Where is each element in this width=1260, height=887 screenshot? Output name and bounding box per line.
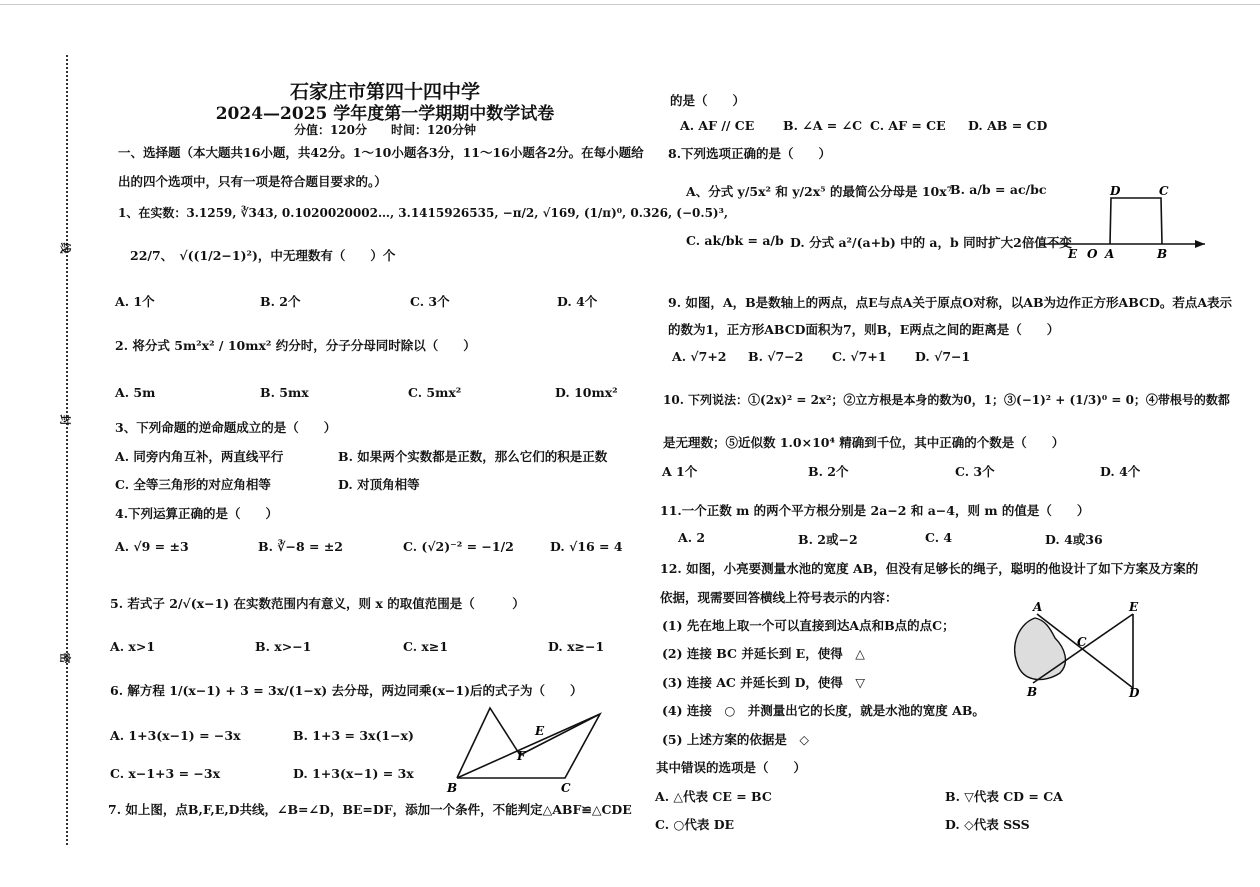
q10-option-c[interactable]: C. 3个 [955,464,995,479]
section-instructions: 一、选择题（本大题共16小题，共42分。1～10小题各3分，11～16小题各2分。在每小题给 [118,145,644,160]
q9-option-b[interactable]: B. √7−2 [748,349,804,364]
q1-option-a[interactable]: A. 1个 [115,294,155,309]
exam-title: 2024—2025 学年度第一学期期中数学试卷 [215,104,555,124]
q6-label-b: B [447,781,458,795]
question-11: 11.一个正数 m 的两个平方根分别是 2a−2 和 a−4，则 m 的值是（ ） [660,503,1090,518]
q8-option-d[interactable]: D. 分式 a²/(a+b) 中的 a，b 同时扩大2倍值不变 [790,235,1072,250]
q6-triangle-figure [445,700,610,795]
q6-option-d[interactable]: D. 1+3(x−1) = 3x [293,766,414,781]
q6-label-e: E [535,724,545,738]
q6-option-a[interactable]: A. 1+3(x−1) = −3x [110,728,241,743]
q3-option-c[interactable]: C. 全等三角形的对应角相等 [115,477,271,492]
q11-option-d[interactable]: D. 4或36 [1045,532,1103,547]
page-top-edge [0,0,1260,5]
question-6: 6. 解方程 1/(x−1) + 3 = 3x/(1−x) 去分母，两边同乘(x−1)后的式子为（ ） [110,683,583,698]
question-5: 5. 若式子 2/√(x−1) 在实数范围内有意义，则 x 的取值范围是（ ） [110,596,525,611]
pond-label-c: C [1077,635,1087,649]
q2-option-a[interactable]: A. 5m [115,385,156,400]
pond-label-b: B [1027,685,1038,698]
binding-line [66,55,68,845]
q12-step-2: (2) 连接 BC 并延长到 E，使得 △ [662,646,865,661]
q9-option-a[interactable]: A. √7+2 [672,349,727,364]
q3-option-a[interactable]: A. 同旁内角互补，两直线平行 [115,449,284,464]
q6-label-f: F [517,749,526,763]
question-12: 12. 如图，小亮要测量水池的宽度 AB，但没有足够长的绳子，聪明的他设计了如下方案及方案的 [660,561,1199,576]
label-d: D [1110,184,1121,198]
binding-mark: 线 [58,242,72,254]
question-8: 8.下列选项正确的是（ ） [668,146,832,161]
q12-option-c[interactable]: C. ○代表 DE [655,817,735,832]
q12-option-b[interactable]: B. ▽代表 CD = CA [945,789,1063,804]
q10-option-a[interactable]: A 1个 [662,464,698,479]
q9-number-line-square-figure [1035,180,1210,265]
q3-option-b[interactable]: B. 如果两个实数都是正数，那么它们的积是正数 [338,449,608,464]
question-9: 9. 如图，A，B是数轴上的两点，点E与点A关于原点O对称，以AB为边作正方形ABCD。若点A表示 [668,295,1233,310]
pond-label-e: E [1129,600,1139,614]
q6-option-b[interactable]: B. 1+3 = 3x(1−x) [293,728,414,743]
q2-option-d[interactable]: D. 10mx² [555,385,618,400]
label-c: C [1159,184,1169,198]
binding-mark: 密 [58,652,72,664]
q5-option-a[interactable]: A. x>1 [110,639,156,654]
q6-label-c: C [561,781,571,795]
q4-option-c[interactable]: C. (√2)⁻² = −1/2 [403,539,514,554]
q5-option-c[interactable]: C. x≥1 [403,639,449,654]
q10-option-b[interactable]: B. 2个 [808,464,849,479]
q7-option-b[interactable]: B. ∠A = ∠C [783,118,863,133]
q7-option-c[interactable]: C. AF = CE [870,118,946,133]
q11-option-c[interactable]: C. 4 [925,530,953,545]
school-name: 石家庄市第四十四中学 [289,81,480,103]
question-9-cont: 的数为1，正方形ABCD面积为7，则B，E两点之间的距离是（ ） [668,322,1060,337]
q4-option-d[interactable]: D. √16 = 4 [550,539,623,554]
pond-label-a: A [1033,600,1043,614]
question-4: 4.下列运算正确的是（ ） [115,506,279,521]
q12-prompt: 其中错误的选项是（ ） [656,760,807,775]
q2-option-b[interactable]: B. 5mx [260,385,309,400]
label-b: B [1157,247,1168,261]
q12-pond-figure [1005,598,1150,698]
question-10: 10. 下列说法：①(2x)² = 2x²；②立方根是本身的数为0，1；③(−1)² + (1/3)⁰ = 0；④带根号的数都 [663,393,1230,407]
pond-label-d: D [1129,686,1140,698]
label-e: E [1068,247,1078,261]
q9-option-d[interactable]: D. √7−1 [915,349,971,364]
exam-meta: 分值：120分 时间：120分钟 [293,123,477,137]
question-7-cont: 的是（ ） [670,93,746,108]
q3-option-d[interactable]: D. 对顶角相等 [338,477,420,492]
q8-option-b[interactable]: B. a/b = ac/bc [950,182,1047,197]
q12-option-d[interactable]: D. ◇代表 SSS [945,817,1030,832]
question-7: 7. 如上图，点B,F,E,D共线，∠B=∠D，BE=DF，添加一个条件，不能判定△ABF≌△CDE [108,802,632,817]
q7-option-a[interactable]: A. AF // CE [680,118,755,133]
question-2: 2. 将分式 5m²x² / 10mx² 约分时，分子分母同时除以（ ） [115,338,476,353]
q11-option-a[interactable]: A. 2 [678,530,706,545]
q12-step-3: (3) 连接 AC 并延长到 D，使得 ▽ [662,675,866,690]
q12-step-5: (5) 上述方案的依据是 ◇ [662,732,809,747]
q8-option-a[interactable]: A、分式 y/5x² 和 y/2x⁵ 的最简公分母是 10x⁷ [686,184,953,199]
q9-option-c[interactable]: C. √7+1 [832,349,887,364]
question-10-cont: 是无理数；⑤近似数 1.0×10⁴ 精确到千位，其中正确的个数是（ ） [663,435,1065,450]
q8-option-c[interactable]: C. ak/bk = a/b [686,233,784,248]
q12-step-4: (4) 连接 ○ 并测量出它的长度，就是水池的宽度 AB。 [662,703,985,718]
q2-option-c[interactable]: C. 5mx² [408,385,462,400]
q1-option-d[interactable]: D. 4个 [557,294,598,309]
q5-option-b[interactable]: B. x>−1 [255,639,312,654]
question-12-cont: 依据，现需要回答横线上符号表示的内容： [660,590,898,605]
label-a: A [1105,247,1115,261]
q1-option-c[interactable]: C. 3个 [410,294,450,309]
q10-option-d[interactable]: D. 4个 [1100,464,1141,479]
q12-step-1: (1) 先在地上取一个可以直接到达A点和B点的点C； [662,618,955,633]
question-1: 1、在实数：3.1259, ∛343, 0.1020020002…, 3.1415926535, −π/2, √169, (1/π)⁰, 0.326, (−0.5)³, [118,206,729,220]
section-instructions-cont: 出的四个选项中，只有一项是符合题目要求的。） [118,174,387,189]
question-1-cont: 22/7、 √((1/2−1)²)，中无理数有（ ）个 [130,248,396,263]
question-3: 3、下列命题的逆命题成立的是（ ） [115,420,337,435]
q6-option-c[interactable]: C. x−1+3 = −3x [110,766,221,781]
q4-option-a[interactable]: A. √9 = ±3 [115,539,189,554]
q7-option-d[interactable]: D. AB = CD [968,118,1048,133]
binding-mark: 封 [58,414,72,426]
q4-option-b[interactable]: B. ∛−8 = ±2 [258,539,344,554]
q1-option-b[interactable]: B. 2个 [260,294,301,309]
q5-option-d[interactable]: D. x≥−1 [548,639,605,654]
label-o: O [1087,247,1098,261]
q11-option-b[interactable]: B. 2或−2 [798,532,858,547]
q12-option-a[interactable]: A. △代表 CE = BC [655,789,772,804]
